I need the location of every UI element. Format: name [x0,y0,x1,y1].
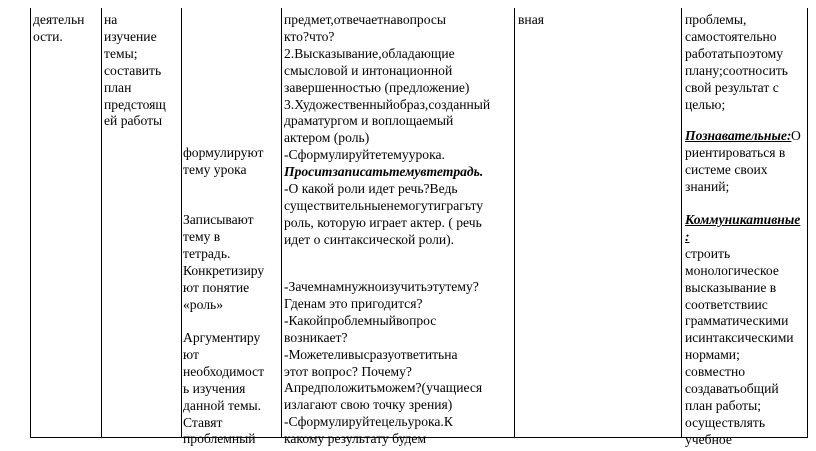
teacher-text-line: существительныенемогутиграгьту [284,197,484,213]
action-text-line: необходимост [183,363,265,379]
teacher-text-line: роль, которую играет актер. ( речь [284,214,482,230]
task-text-line: темы; [104,45,138,61]
activity-text-line: деятельн [33,12,85,27]
activity-text-line: ости. [33,28,63,44]
outcome-text-line: плану;соотносить [685,62,789,78]
action-text-line: тетрадь. [183,245,231,261]
teacher-instruction-emphasis: Проситзаписатьтемувтетрадь. [284,164,484,180]
outcome-text-line: совместно [685,364,746,380]
action-text-line: Конкретизиру [183,262,265,278]
teacher-question-line: излагают свою точку зрения) [284,397,453,413]
communicative-outcomes-heading: Коммуникативные [685,212,801,227]
task-text-line: на [104,12,118,27]
outcome-text-line: знаний; [685,178,730,194]
teacher-text-line: актером (роль) [284,130,370,146]
action-text-line: проблемный [183,431,256,447]
teacher-question-line: возникает? [284,329,348,345]
column-1 [30,8,101,438]
teacher-text-line: завершенностью (предложение) [284,79,470,95]
teacher-text-line: 2.Высказывание,обладающие [284,45,455,61]
action-text-line: ь изучения [183,380,246,396]
action-text-line: ют [183,346,199,362]
outcome-text-line: соответствиис [685,296,768,312]
column-5 [514,8,681,438]
action-text-line: данной темы. [183,397,262,413]
teacher-text-line: идет о синтаксической роли). [284,231,455,247]
task-text-line: предстоящ [104,96,166,112]
action-text-line: «роль» [183,296,223,312]
teacher-text-line: 3.Художественныйобраз,созданный [284,96,491,112]
teacher-text-line: смысловой и интонационной [284,62,453,78]
teacher-question-line: -Сформулируйтецельурока.К [284,414,453,430]
teacher-question-line: Гденам это пригодится? [284,295,423,311]
action-text-line: ют понятие [183,279,250,295]
teacher-question-line: этот вопрос? Почему? [284,363,412,379]
teacher-question-line: -Можетеливысразуответитьна [284,346,458,362]
outcome-text-line: системе своих [685,161,768,177]
form-text-line: вная [518,12,544,27]
task-text-line: план [104,79,132,95]
action-text-line: формулируют [183,145,264,160]
action-text-line: Аргументиру [183,330,261,345]
outcome-text-line: риентироваться в [685,144,786,160]
teacher-text-line: драматургом и воплощаемый [284,113,454,129]
outcome-text-line: учебное [685,431,732,447]
outcome-text-line: нормами; [685,347,740,363]
teacher-question-line: какому результату будем [284,431,427,447]
teacher-text-line: предмет,отвечаетнавопросы [284,12,447,27]
outcome-text-line: грамматическими [685,313,789,329]
outcome-text-line: проблемы, [685,12,747,27]
action-text-line: тему урока [183,161,247,177]
action-text-line: Записывают [183,212,254,227]
action-text-line: тему в [183,228,221,244]
outcome-text-line: строить [685,245,731,261]
teacher-question-line: Апредположитьможем?(учащиеся [284,380,483,396]
action-text-line: Ставят [183,414,223,430]
cognitive-heading-tail: О [791,128,801,143]
outcome-text-line: свой результат с [685,79,779,95]
outcome-text-line: осуществлять [685,414,766,430]
teacher-text-line: кто?что? [284,28,335,44]
teacher-question-line: -Какойпроблемныйвопрос [284,312,437,328]
cognitive-outcomes-heading: Познавательные: [685,128,792,143]
outcome-text-line: высказывание в [685,279,777,295]
teacher-text-line: -О какой роли идет речь?Ведь [284,181,458,196]
teacher-question-line: -Зачемнамнужноизучитьэтутему? [284,279,479,294]
task-text-line: составить [104,62,162,78]
task-text-line: изучение [104,28,157,44]
communicative-heading-colon: : [685,228,690,244]
outcome-text-line: монологическое [685,262,779,278]
teacher-text-line: -Сформулируйтетемуурока. [284,147,445,163]
outcome-text-line: самостоятельно [685,28,777,44]
task-text-line: ей работы [104,113,163,129]
outcome-text-line: целью; [685,96,726,112]
outcome-text-line: план работы; [685,397,761,413]
outcome-text-line: работатьпоэтому [685,45,784,61]
outcome-text-line: создаватьобщий [685,381,779,396]
outcome-text-line: исинтаксическими [685,330,794,346]
